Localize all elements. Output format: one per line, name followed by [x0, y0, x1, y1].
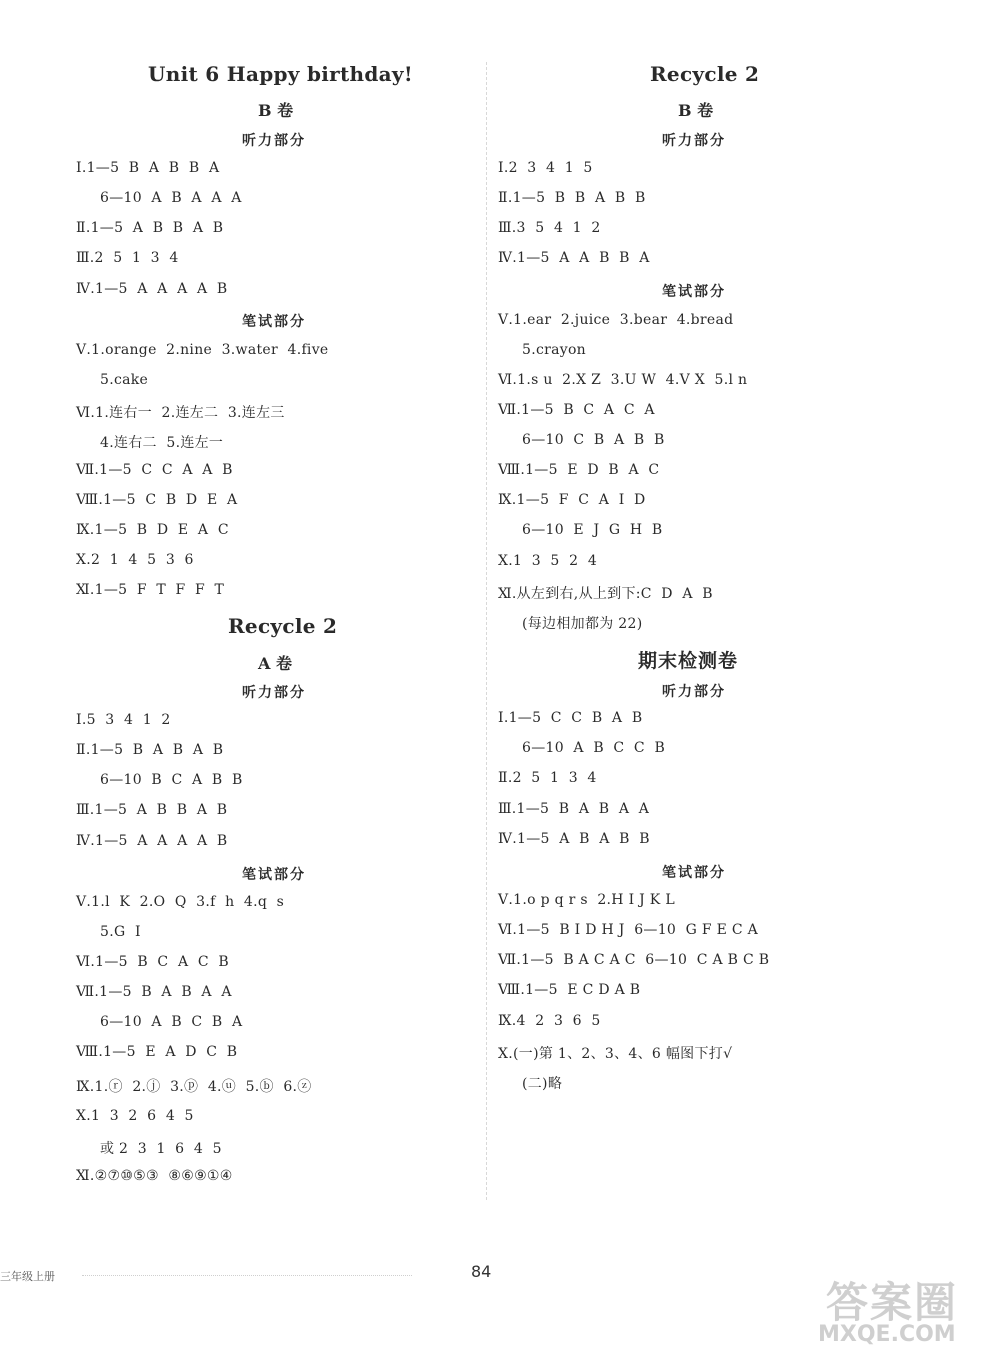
unit6-juan-label: B 卷 — [258, 101, 294, 120]
answer-line: 6—10 A B C B A — [100, 1014, 243, 1030]
answer-line: Ⅲ.3 5 4 1 2 — [498, 220, 601, 236]
answer-line: Ⅴ.1.o p q r s 2.H I J K L — [498, 892, 675, 908]
recycle2b-listening-header: 听力部分 — [662, 133, 726, 149]
answer-line: Ⅳ.1—5 A B A B B — [498, 831, 650, 847]
recycle2b-juan-label: B 卷 — [678, 101, 714, 120]
column-divider — [486, 62, 487, 1200]
answer-line: 6—10 E J G H B — [522, 522, 663, 538]
answer-line: Ⅸ.1—5 F C A I D — [498, 492, 646, 508]
answer-line: 或 2 3 1 6 4 5 — [100, 1141, 222, 1157]
answer-line: Ⅵ.1.连右一 2.连左二 3.连左三 — [76, 405, 285, 421]
answer-line: Ⅺ.从左到右,从上到下:C D A B — [498, 586, 713, 602]
answer-line: Ⅷ.1—5 C B D E A — [76, 492, 238, 508]
answer-line: (二)略 — [522, 1076, 563, 1092]
unit6-title: Unit 6 Happy birthday! — [148, 62, 413, 86]
answer-line: Ⅶ.1—5 B A B A A — [76, 984, 232, 1000]
grade-label: 三年级上册 — [0, 1270, 55, 1283]
answer-line: 6—10 A B A A A — [100, 190, 242, 206]
answer-line: Ⅸ.4 2 3 6 5 — [498, 1013, 601, 1029]
answer-line: Ⅴ.1.l K 2.O Q 3.f h 4.q s — [76, 894, 285, 910]
answer-line: Ⅹ.1 3 5 2 4 — [498, 553, 598, 569]
answer-line: (每边相加都为 22) — [522, 616, 643, 632]
recycle2a-listening-header: 听力部分 — [242, 685, 306, 701]
answer-line: Ⅴ.1.orange 2.nine 3.water 4.five — [76, 342, 329, 358]
answer-line: Ⅵ.1—5 B I D H J 6—10 G F E C A — [498, 922, 759, 938]
final-listening-header: 听力部分 — [662, 684, 726, 700]
answer-line: Ⅲ.2 5 1 3 4 — [76, 250, 179, 266]
answer-line: 6—10 A B C C B — [522, 740, 666, 756]
answer-line: 4.连右二 5.连左一 — [100, 435, 224, 451]
answer-line: Ⅹ.(一)第 1、2、3、4、6 幅图下打√ — [498, 1046, 733, 1062]
answer-line: Ⅲ.1—5 B A B A A — [498, 801, 650, 817]
answer-line: Ⅷ.1—5 E C D A B — [498, 982, 641, 998]
answer-line: Ⅵ.1.s u 2.X Z 3.U W 4.V X 5.l n — [498, 372, 748, 388]
final-writing-header: 笔试部分 — [662, 865, 726, 881]
watermark-bottom-text: MXQE.COM — [818, 1322, 956, 1347]
answer-line: Ⅶ.1—5 B A C A C 6—10 C A B C B — [498, 952, 770, 968]
answer-line: 5.G I — [100, 924, 141, 940]
answer-line: Ⅷ.1—5 E D B A C — [498, 462, 660, 478]
answer-line: Ⅺ.1—5 F T F F T — [76, 582, 225, 598]
recycle2a-writing-header: 笔试部分 — [242, 867, 306, 883]
answer-line: Ⅲ.1—5 A B B A B — [76, 802, 228, 818]
answer-line: 5.crayon — [522, 342, 586, 358]
final-exam-title: 期末检测卷 — [638, 650, 739, 672]
answer-line: Ⅵ.1—5 B C A C B — [76, 954, 229, 970]
answer-line: Ⅹ.1 3 2 6 4 5 — [76, 1108, 194, 1124]
answer-line: Ⅹ.2 1 4 5 3 6 — [76, 552, 194, 568]
answer-line: Ⅱ.2 5 1 3 4 — [498, 770, 597, 786]
recycle2a-title: Recycle 2 — [228, 614, 338, 638]
unit6-listening-header: 听力部分 — [242, 133, 306, 149]
answer-line: Ⅴ.1.ear 2.juice 3.bear 4.bread — [498, 312, 734, 328]
answer-line: 5.cake — [100, 372, 149, 388]
answer-line: Ⅸ.1—5 B D E A C — [76, 522, 229, 538]
footer-dotted-rule — [82, 1275, 412, 1276]
answer-line: Ⅶ.1—5 C C A A B — [76, 462, 233, 478]
page-number: 84 — [471, 1262, 492, 1281]
recycle2a-juan-label: A 卷 — [258, 654, 292, 673]
answer-line: Ⅰ.1—5 C C B A B — [498, 710, 643, 726]
watermark-top-text: 答案圈 — [826, 1278, 959, 1327]
answer-line: Ⅳ.1—5 A A A A B — [76, 833, 228, 849]
answer-line: Ⅰ.5 3 4 1 2 — [76, 712, 171, 728]
unit6-writing-header: 笔试部分 — [242, 314, 306, 330]
answer-line: Ⅱ.1—5 B B A B B — [498, 190, 646, 206]
answer-line: Ⅳ.1—5 A A B B A — [498, 250, 650, 266]
answer-line: Ⅸ.1.ⓡ 2.ⓙ 3.ⓟ 4.ⓤ 5.ⓑ 6.ⓩ — [76, 1079, 312, 1095]
answer-line: Ⅱ.1—5 A B B A B — [76, 220, 224, 236]
answer-line: Ⅶ.1—5 B C A C A — [498, 402, 655, 418]
answer-line: 6—10 B C A B B — [100, 772, 243, 788]
answer-line: Ⅺ.②⑦⑩⑤③ ⑧⑥⑨①④ — [76, 1168, 233, 1184]
answer-line: 6—10 C B A B B — [522, 432, 665, 448]
answer-line: Ⅷ.1—5 E A D C B — [76, 1044, 238, 1060]
site-watermark-logo — [818, 1270, 988, 1350]
recycle2b-title: Recycle 2 — [650, 62, 760, 86]
answer-line: Ⅱ.1—5 B A B A B — [76, 742, 224, 758]
answer-line: Ⅳ.1—5 A A A A B — [76, 281, 228, 297]
answer-line: Ⅰ.1—5 B A B B A — [76, 160, 220, 176]
answer-line: Ⅰ.2 3 4 1 5 — [498, 160, 593, 176]
recycle2b-writing-header: 笔试部分 — [662, 284, 726, 300]
